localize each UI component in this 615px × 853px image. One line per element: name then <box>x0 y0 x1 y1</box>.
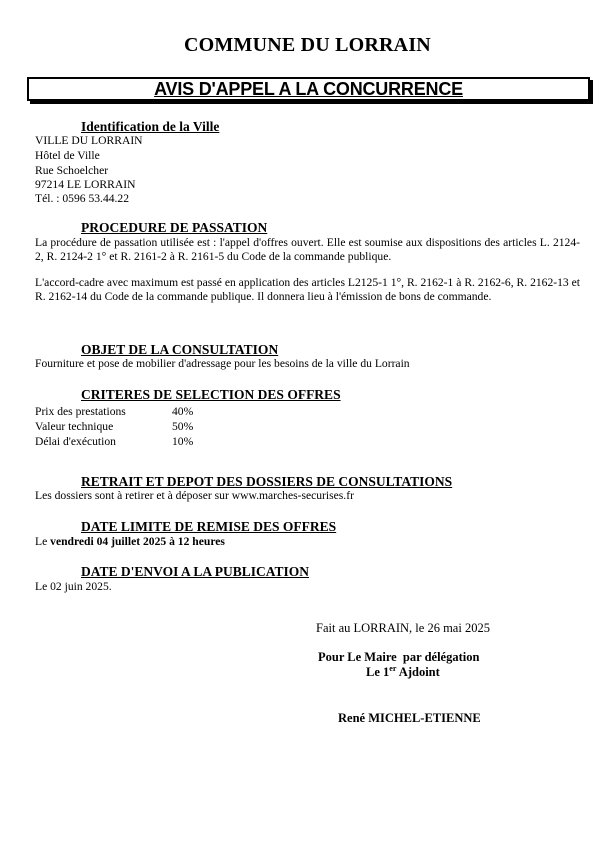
critere-row <box>35 434 193 449</box>
identification-line-4: 97214 LE LORRAIN <box>35 178 136 191</box>
date-limite-heading: DATE LIMITE DE REMISE DES OFFRES <box>81 519 337 534</box>
date-limite-text <box>35 535 225 549</box>
critere-value: 10% <box>172 435 194 448</box>
critere-value: 50% <box>172 420 194 433</box>
date-envoi-text: Le 02 juin 2025. <box>35 580 112 593</box>
critere-label: Valeur technique <box>35 420 114 433</box>
critere-row <box>35 419 193 434</box>
critere-label: Prix des prestations <box>35 405 126 418</box>
commune-title: COMMUNE DU LORRAIN <box>184 34 431 56</box>
adjoint-suffix: Ajdoint <box>396 665 440 679</box>
pour-le-maire-line: Pour Le Maire par délégation <box>318 650 480 664</box>
criteres-list <box>35 404 193 449</box>
adjoint-prefix: Le 1 <box>366 665 390 679</box>
critere-value: 40% <box>172 405 194 418</box>
identification-line-5: Tél. : 0596 53.44.22 <box>35 192 130 205</box>
fait-au-line: Fait au LORRAIN, le 26 mai 2025 <box>316 621 490 635</box>
identification-line-1: VILLE DU LORRAIN <box>35 134 143 147</box>
adjoint-superscript: er <box>389 663 397 673</box>
critere-row <box>35 404 193 419</box>
objet-text: Fourniture et pose de mobilier d'adressage pour les besoins de la ville du Lorrain <box>35 357 410 370</box>
criteres-heading: CRITERES DE SELECTION DES OFFRES <box>81 387 341 402</box>
critere-label: Délai d'exécution <box>35 435 116 448</box>
date-limite-value: vendredi 04 juillet 2025 à 12 heures <box>50 535 225 548</box>
procedure-paragraph-1: La procédure de passation utilisée est : l'appel d'offres ouvert. Elle est soumise aux dispositions des articles L. 2124-2, R. 2124-2 1° et R. 2161-2 à R. 2161-5 du Code de la commande publique. <box>35 236 580 263</box>
procedure-paragraph-2: L'accord-cadre avec maximum est passé en application des articles L2125-1 1°, R. 2162-1 à R. 2162-6, R. 2162-13 et R. 2162-14 du Code de la commande publique. Il donnera lieu à l'émission de bons de commande. <box>35 276 580 303</box>
avis-banner <box>27 77 590 101</box>
identification-heading: Identification de la Ville <box>81 119 220 134</box>
retrait-text: Les dossiers sont à retirer et à déposer sur www.marches-securises.fr <box>35 489 354 502</box>
date-envoi-heading: DATE D'ENVOI A LA PUBLICATION <box>81 564 310 579</box>
avis-title: AVIS D'APPEL A LA CONCURRENCE <box>154 79 463 99</box>
objet-heading: OBJET DE LA CONSULTATION <box>81 342 279 357</box>
retrait-heading: RETRAIT ET DEPOT DES DOSSIERS DE CONSULTATIONS <box>81 474 453 489</box>
procedure-heading: PROCEDURE DE PASSATION <box>81 220 268 235</box>
date-limite-prefix: Le <box>35 535 51 548</box>
identification-line-2: Hôtel de Ville <box>35 149 100 162</box>
adjoint-line <box>366 665 440 680</box>
signatory-name: René MICHEL-ETIENNE <box>338 711 481 725</box>
identification-line-3: Rue Schoelcher <box>35 164 109 177</box>
